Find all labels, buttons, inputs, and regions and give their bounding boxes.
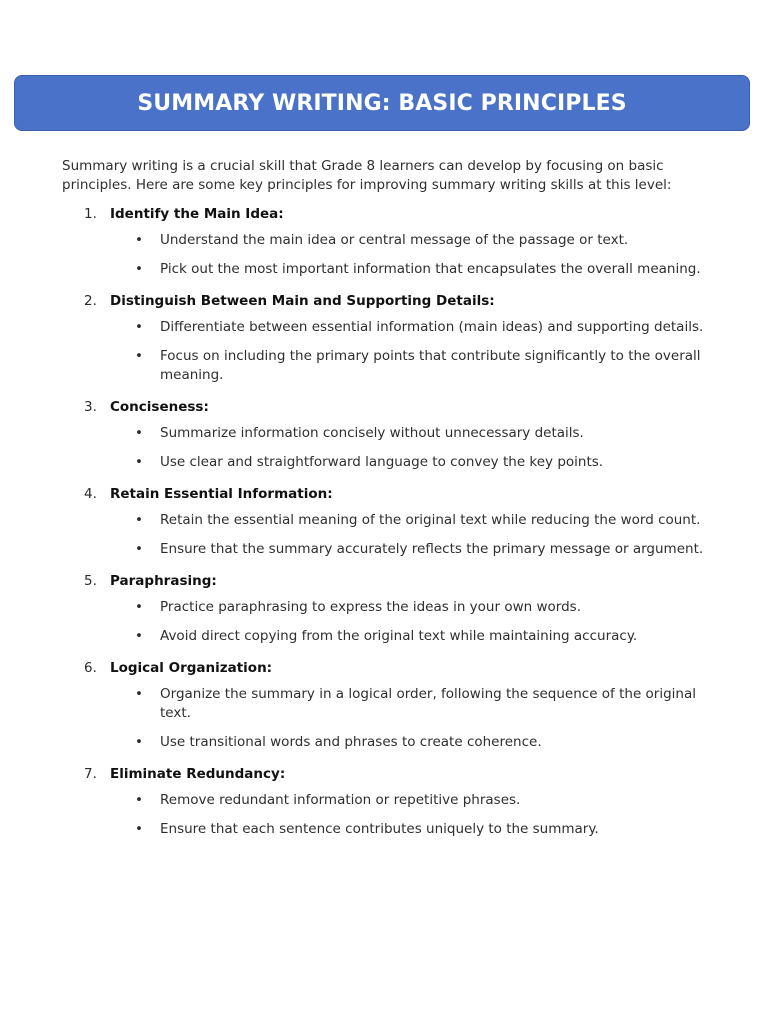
bullet-point <box>0 424 720 443</box>
bullet-point <box>0 231 720 250</box>
principle-number: 7. <box>84 766 97 782</box>
principle-number: 6. <box>84 660 97 676</box>
bullet-point-text: Remove redundant information or repetitive phrases. <box>160 792 521 808</box>
bullet-icon: • <box>135 734 143 750</box>
principle-heading <box>0 657 768 679</box>
principles-list <box>0 203 768 850</box>
bullet-point <box>0 453 720 472</box>
bullet-point <box>0 318 720 337</box>
bullet-icon: • <box>135 348 143 364</box>
bullet-point <box>0 685 720 723</box>
principle-title: Identify the Main Idea: <box>110 206 284 222</box>
bullet-point-text: Organize the summary in a logical order, following the sequence of the original text. <box>160 686 697 721</box>
principle-item <box>0 203 768 279</box>
bullet-icon: • <box>135 686 143 702</box>
bullet-point <box>0 791 720 810</box>
bullet-point-text: Use transitional words and phrases to create coherence. <box>160 734 542 750</box>
principle-number: 3. <box>84 399 97 415</box>
principle-item <box>0 657 768 752</box>
principle-points <box>0 598 768 646</box>
bullet-point-text: Focus on including the primary points that contribute significantly to the overall meaning. <box>160 348 701 383</box>
bullet-point-text: Use clear and straightforward language to convey the key points. <box>160 454 604 470</box>
principle-heading <box>0 570 768 592</box>
bullet-icon: • <box>135 261 143 277</box>
bullet-point-text: Pick out the most important information that encapsulates the overall meaning. <box>160 261 701 277</box>
principle-points <box>0 791 768 839</box>
principle-title: Conciseness: <box>110 399 209 415</box>
principle-title: Logical Organization: <box>110 660 273 676</box>
principle-item <box>0 483 768 559</box>
principle-heading <box>0 396 768 418</box>
bullet-point <box>0 598 720 617</box>
bullet-point-text: Understand the main idea or central message of the passage or text. <box>160 232 629 248</box>
bullet-point-text: Summarize information concisely without unnecessary details. <box>160 425 584 441</box>
principle-item <box>0 763 768 839</box>
bullet-icon: • <box>135 425 143 441</box>
principle-item <box>0 396 768 472</box>
bullet-icon: • <box>135 319 143 335</box>
bullet-point-text: Retain the essential meaning of the original text while reducing the word count. <box>160 512 701 528</box>
bullet-point <box>0 540 720 559</box>
principle-item <box>0 290 768 385</box>
principle-number: 4. <box>84 486 97 502</box>
bullet-point-text: Differentiate between essential information (main ideas) and supporting details. <box>160 319 704 335</box>
bullet-icon: • <box>135 599 143 615</box>
principle-number: 2. <box>84 293 97 309</box>
principle-number: 1. <box>84 206 97 222</box>
principle-points <box>0 685 768 752</box>
bullet-point <box>0 347 720 385</box>
principle-title: Eliminate Redundancy: <box>110 766 286 782</box>
principle-title: Retain Essential Information: <box>110 486 333 502</box>
bullet-point-text: Avoid direct copying from the original text while maintaining accuracy. <box>160 628 638 644</box>
principle-heading <box>0 763 768 785</box>
bullet-point-text: Practice paraphrasing to express the ideas in your own words. <box>160 599 581 615</box>
bullet-point <box>0 511 720 530</box>
principle-item <box>0 570 768 646</box>
bullet-point <box>0 820 720 839</box>
bullet-point-text: Ensure that the summary accurately reflects the primary message or argument. <box>160 541 704 557</box>
bullet-icon: • <box>135 512 143 528</box>
bullet-icon: • <box>135 821 143 837</box>
principle-points <box>0 424 768 472</box>
principle-number: 5. <box>84 573 97 589</box>
principle-title: Paraphrasing: <box>110 573 217 589</box>
page-title: SUMMARY WRITING: BASIC PRINCIPLES <box>137 90 627 116</box>
bullet-icon: • <box>135 628 143 644</box>
principle-heading <box>0 290 768 312</box>
bullet-icon: • <box>135 541 143 557</box>
principle-heading <box>0 203 768 225</box>
bullet-icon: • <box>135 454 143 470</box>
bullet-point <box>0 260 720 279</box>
principle-points <box>0 231 768 279</box>
principle-heading <box>0 483 768 505</box>
bullet-icon: • <box>135 792 143 808</box>
bullet-point <box>0 733 720 752</box>
bullet-point-text: Ensure that each sentence contributes uniquely to the summary. <box>160 821 599 837</box>
title-banner <box>14 75 750 131</box>
principle-points <box>0 511 768 559</box>
principle-title: Distinguish Between Main and Supporting Details: <box>110 293 495 309</box>
intro-paragraph: Summary writing is a crucial skill that Grade 8 learners can develop by focusing on basic principles. Here are some key principles for improving summary writing skills at this level: <box>62 158 672 193</box>
bullet-icon: • <box>135 232 143 248</box>
bullet-point <box>0 627 720 646</box>
principle-points <box>0 318 768 385</box>
